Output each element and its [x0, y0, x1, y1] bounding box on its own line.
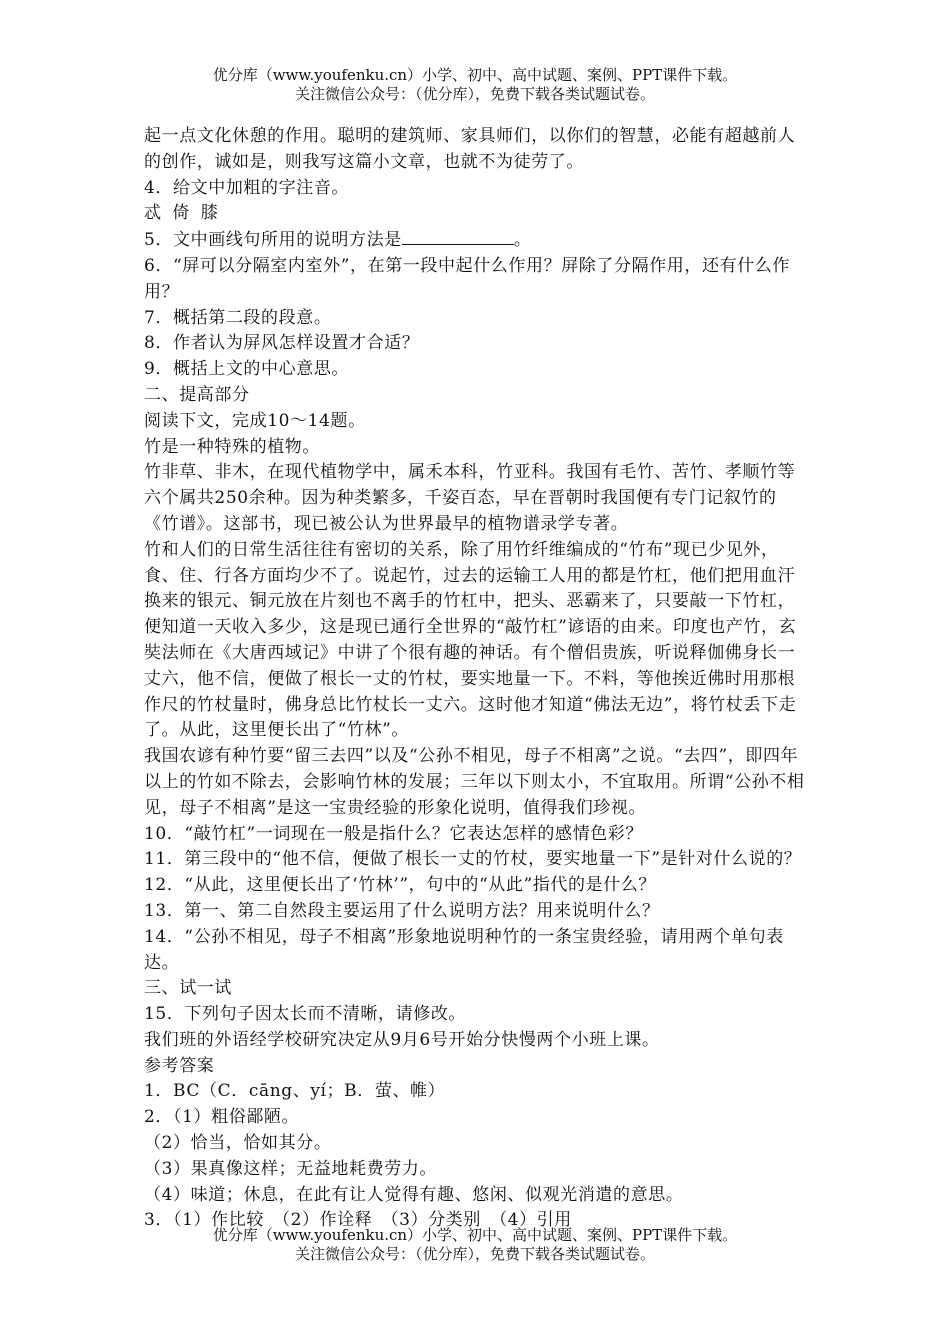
article-title: 竹是一种特殊的植物。: [144, 436, 320, 457]
question-13: 13．第一、第二自然段主要运用了什么说明方法？用来说明什么？: [144, 900, 660, 921]
page-footer: [0, 1226, 950, 1264]
answer-2-4: （4）味道；休息，在此有让人觉得有趣、悠闲、似观光消遣的意思。: [144, 1184, 684, 1205]
article-paragraph: 我国农谚有种竹要“留三去四”以及“公孙不相见，母子不相离”之说。“去四”，即四年以上的竹如不除去，会影响竹林的发展；三年以下则太小，不宜取用。所谓“公孙不相见，母子不相离”是这一宝贵经验的形象化说明，值得我们珍视。: [144, 746, 805, 818]
question-11: 11．第三段中的“他不信，便做了根长一丈的竹杖，要实地量一下”是针对什么说的？: [144, 849, 802, 870]
answer-2-1: 2．（1）粗俗鄙陋。: [144, 1107, 300, 1128]
sentence-to-revise: 我们班的外语经学校研究决定从9月6号开始分快慢两个小班上课。: [144, 1029, 660, 1050]
answer-2-3: （3）果真像这样；无益地耗费劳力。: [144, 1158, 438, 1179]
bold-characters: 忒 倚 膝: [144, 203, 221, 224]
answers-heading: 参考答案: [144, 1055, 215, 1076]
question-7: 7．概括第二段的段意。: [144, 307, 332, 328]
question-8: 8．作者认为屏风怎样设置才合适？: [144, 333, 420, 354]
paragraph: 起一点文化休憩的作用。聪明的建筑师、家具师们，以你们的智慧，必能有超越前人的创作，诚如是，则我写这篇小文章，也就不为徒劳了。: [144, 126, 796, 172]
answer-2-2: （2）恰当，恰如其分。: [144, 1133, 332, 1154]
section-heading: 二、提高部分: [144, 384, 250, 405]
question-15: 15．下列句子因太长而不清晰，请修改。: [144, 1004, 467, 1025]
question-14: 14．“公孙不相见，母子不相离”形象地说明种竹的一条宝贵经验，请用两个单句表达。: [144, 926, 784, 973]
article-paragraph: 竹和人们的日常生活往往有密切的关系，除了用竹纤维编成的“竹布”现已少见外，食、住、行各方面均少不了。说起竹，过去的运输工人用的都是竹杠，他们把用血汗换来的银元、铜元放在片刻也不离手的竹杠中，把头、恶霸来了，只要敲一下竹杠，便知道一天收入多少，这是现已通行全世界的“敲竹杠”谚语的由来。印度也产竹，玄奘法师在《大唐西域记》中讲了个很有趣的神话。有个僧侣贵族，听说释伽佛身长一丈六，他不信，便做了根长一丈的竹杖，要实地量一下。不料，等他挨近佛时用那根作尺的竹杖量时，佛身总比竹杖长一丈六。这时他才知道“佛法无边”，将竹杖丢下走了。从此，这里便长出了“竹林”。: [144, 539, 797, 741]
section-heading: 三、试一试: [144, 978, 232, 999]
question-4: 4．给文中加粗的字注音。: [144, 177, 350, 198]
document-body: [144, 124, 808, 1234]
footer-line-2: 关注微信公众号：（优分库），免费下载各类试题试卷。: [294, 1245, 655, 1263]
question-5-text: 5．文中画线句所用的说明方法是: [144, 230, 402, 251]
page-header: [0, 66, 950, 104]
footer-line-1: 优分库（www.youfenku.cn）小学、初中、高中试题、案例、PPT课件下载。: [212, 1226, 738, 1244]
instruction: 阅读下文，完成10～14题。: [144, 410, 366, 431]
question-9: 9．概括上文的中心意思。: [144, 359, 350, 380]
header-line-2: 关注微信公众号：（优分库），免费下载各类试题试卷。: [294, 85, 655, 103]
answer-1: 1．BC（C．cāng、yí；B．萤、帷）: [144, 1081, 446, 1102]
question-6: 6．“屏可以分隔室内室外”，在第一段中起什么作用？屏除了分隔作用，还有什么作用？: [144, 255, 790, 302]
header-line-1: 优分库（www.youfenku.cn）小学、初中、高中试题、案例、PPT课件下载。: [212, 66, 738, 84]
question-5-end: 。: [513, 230, 532, 251]
question-12: 12．“从此，这里便长出了‘竹林’”，句中的“从此”指代的是什么？: [144, 875, 657, 896]
article-paragraph: 竹非草、非木，在现代植物学中，属禾本科，竹亚科。我国有毛竹、苦竹、孝顺竹等六个属共250余种。因为种类繁多，千姿百态，早在晋朝时我国便有专门记叙竹的《竹谱》。这部书，现已被公认为世界最早的植物谱录学专著。: [144, 462, 796, 534]
answer-blank[interactable]: [402, 227, 514, 245]
question-5: [144, 227, 808, 254]
question-10: 10．“敲竹杠”一词现在一般是指什么？它表达怎样的感情色彩？: [144, 823, 644, 844]
answer-3: 3．（1）作比较 （2）作诠释 （3）分类别 （4）引用: [144, 1210, 572, 1231]
